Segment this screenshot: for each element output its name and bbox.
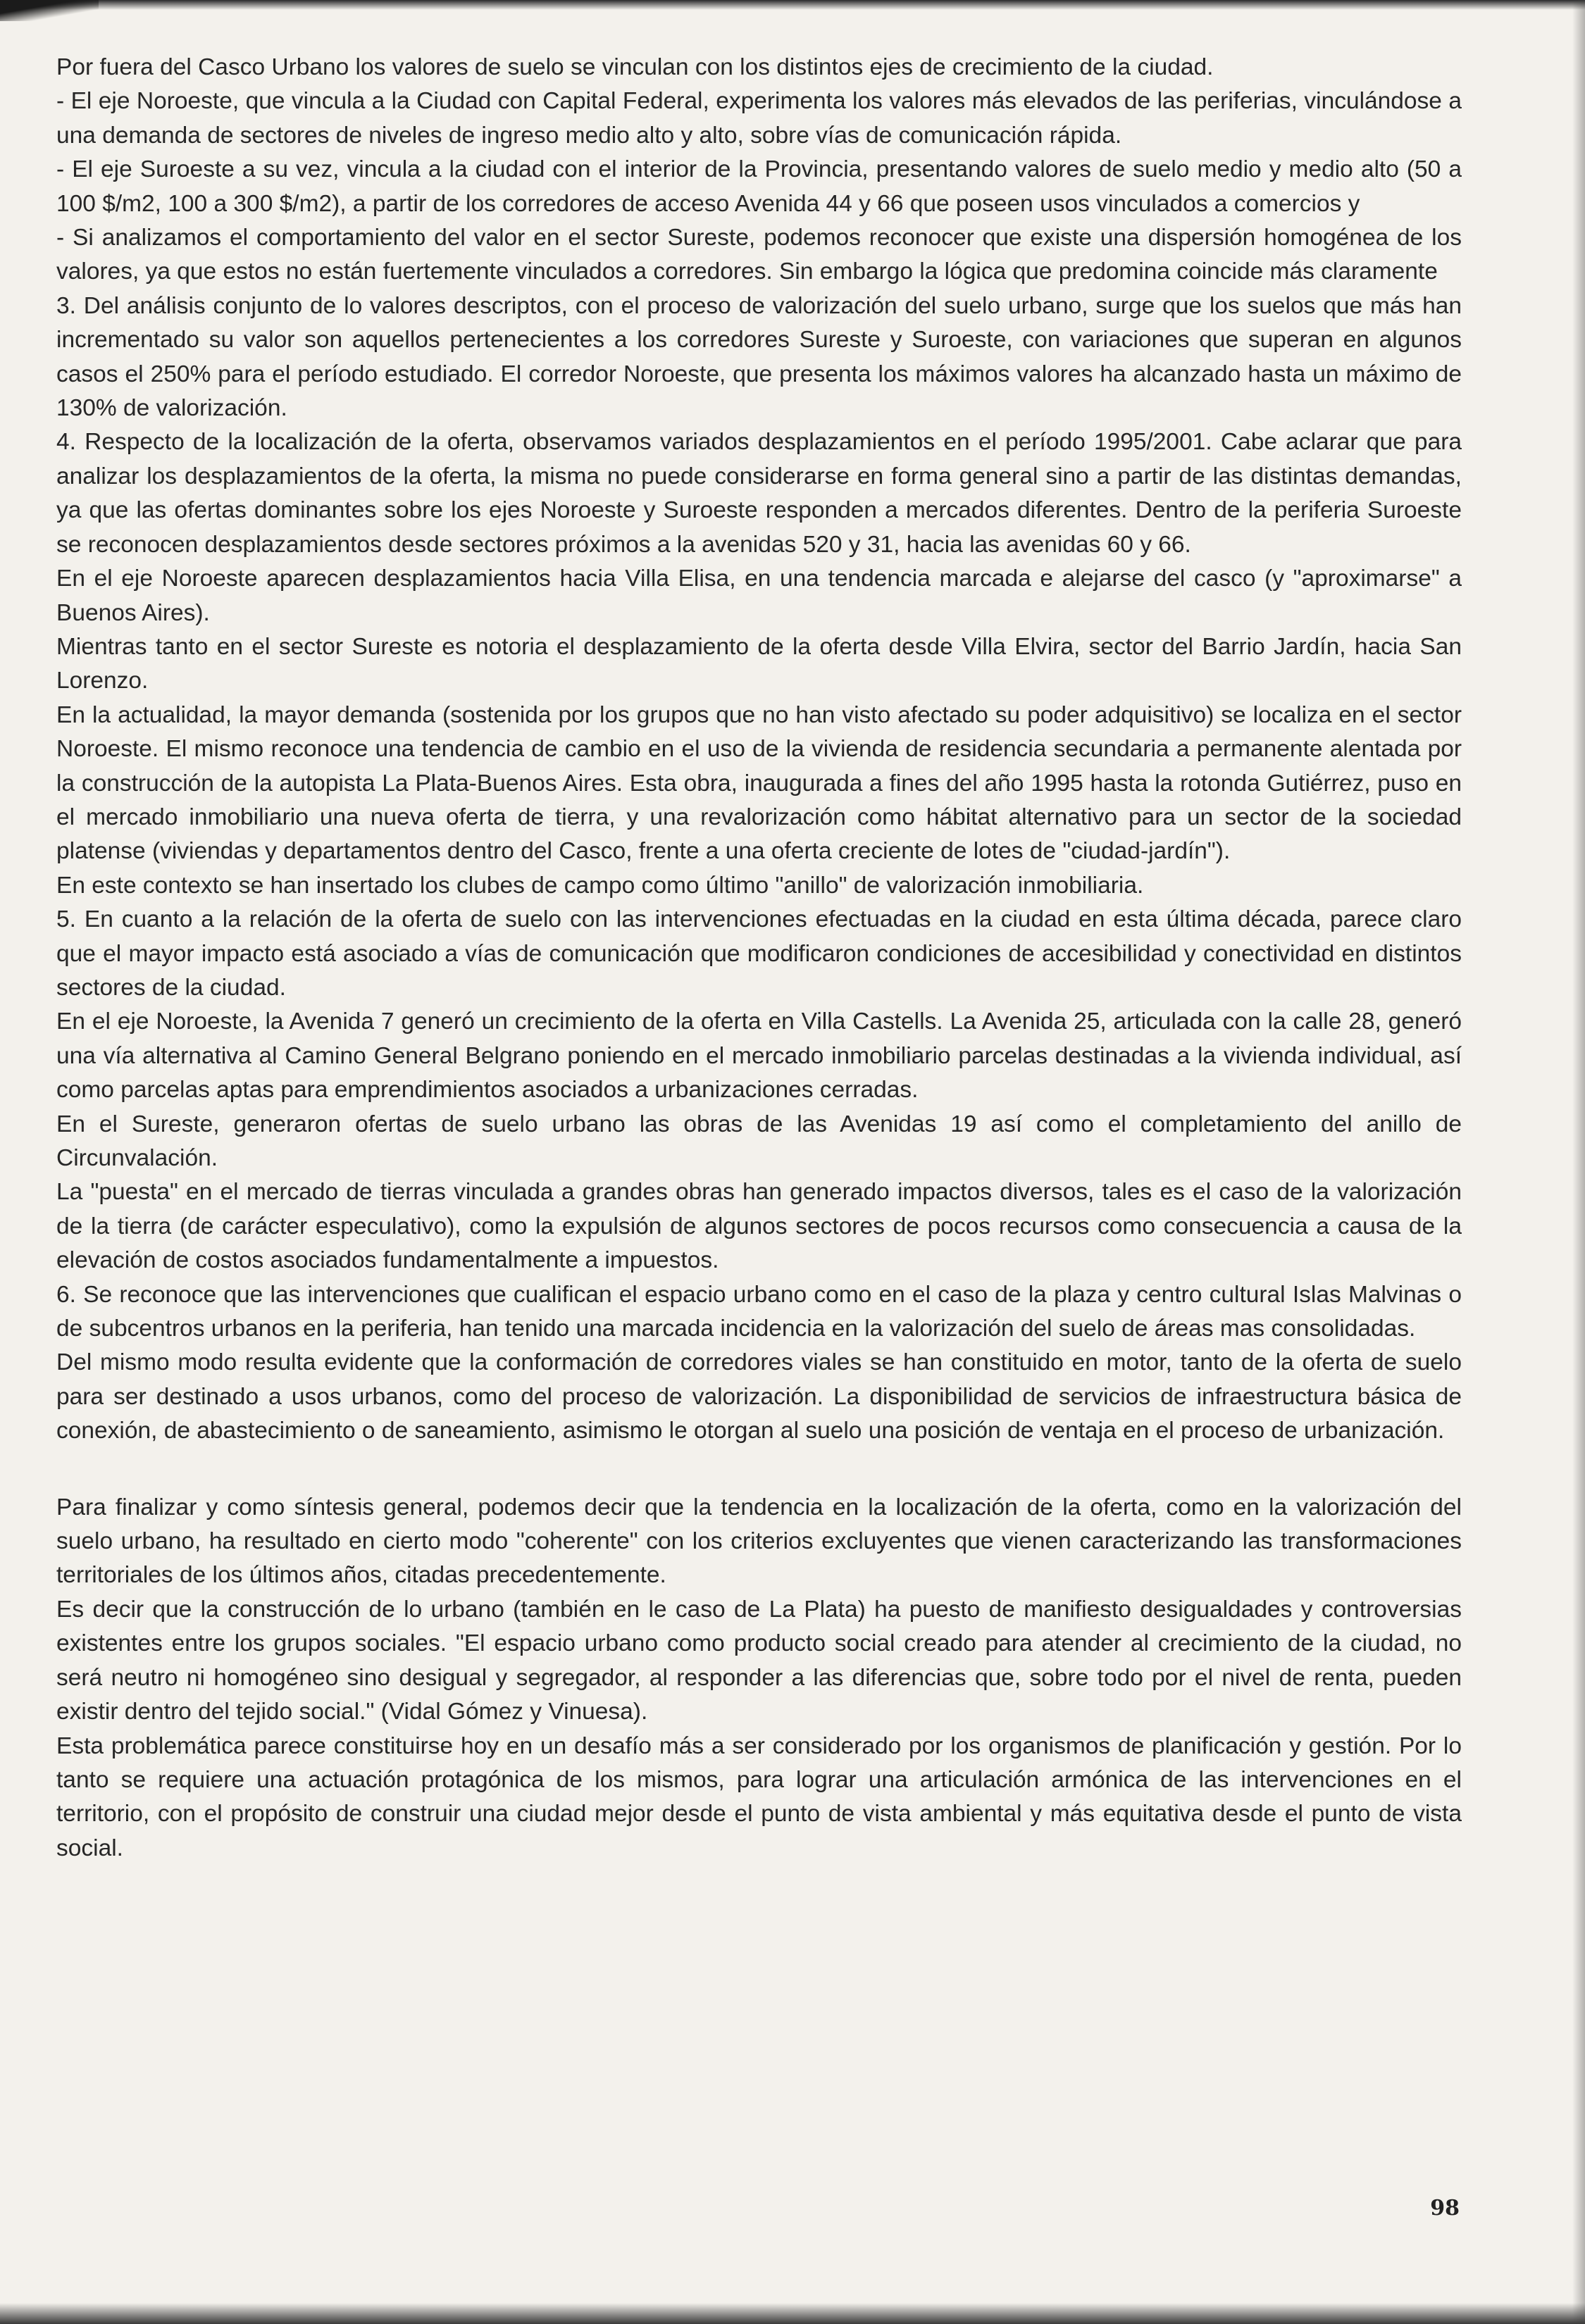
paragraph: - Si analizamos el comportamiento del valor en el sector Sureste, podemos reconocer que existe una dispersión homogénea de los valores, ya que estos no están fuertemente vinculados a corredores. Sin embargo la lógica que predomina coincide más claramente	[56, 225, 1462, 285]
paragraph: 3. Del análisis conjunto de lo valores descriptos, con el proceso de valorización del suelo urbano, surge que los suelos que más han incrementado su valor son aquellos pertenecientes a los corredores Sureste y Suroeste, con variaciones que superan en algunos casos el 250% para el período estudiado. El corredor Noroeste, que presenta los máximos valores ha alcanzado hasta un máximo de 130% de valorización.	[56, 292, 1462, 422]
paragraph: En la actualidad, la mayor demanda (sostenida por los grupos que no han visto afectado su poder adquisitivo) se localiza en el sector Noroeste. El mismo reconoce una tendencia de cambio en el uso de la vivienda de residencia secundaria a permanente alentada por la construcción de la autopista La Plata-Buenos Aires. Esta obra, inaugurada a fines del año 1995 hasta la rotonda Gutiérrez, puso en el mercado inmobiliario una nueva oferta de tierra, y una revalorización como hábitat alternativo para un sector de la sociedad platense (viviendas y departamentos dentro del Casco, frente a una oferta creciente de lotes de "ciudad-jardín").	[56, 701, 1462, 865]
page-corner-shadow	[0, 0, 99, 21]
paragraph: Por fuera del Casco Urbano los valores de suelo se vinculan con los distintos ejes de crecimiento de la ciudad.	[56, 54, 1214, 80]
paragraph: La "puesta" en el mercado de tierras vinculada a grandes obras han generado impactos diversos, tales es el caso de la valorización de la tierra (de carácter especulativo), como la expulsión de algunos sectores de pocos recursos como consecuencia a causa de la elevación de costos asociados fundamentalmente a impuestos.	[56, 1179, 1462, 1274]
body-text	[56, 51, 1462, 1866]
page-top-edge	[0, 0, 1585, 10]
paragraph: En este contexto se han insertado los clubes de campo como último "anillo" de valorización inmobiliaria.	[56, 872, 1144, 899]
paragraph: En el Sureste, generaron ofertas de suelo urbano las obras de las Avenidas 19 así como el completamiento del anillo de Circunvalación.	[56, 1111, 1462, 1171]
paragraph: 6. Se reconoce que las intervenciones que cualifican el espacio urbano como en el caso de la plaza y centro cultural Islas Malvinas o de subcentros urbanos en la periferia, han tenido una marcada incidencia en la valorización del suelo de áreas mas consolidadas.	[56, 1281, 1462, 1342]
paragraph: - El eje Noroeste, que vincula a la Ciudad con Capital Federal, experimenta los valores más elevados de las periferias, vinculándose a una demanda de sectores de niveles de ingreso medio alto y alto, sobre vías de comunicación rápida.	[56, 88, 1462, 149]
paragraph: 4. Respecto de la localización de la oferta, observamos variados desplazamientos en el período 1995/2001. Cabe aclarar que para analizar los desplazamientos de la oferta, la misma no puede considerarse en forma general sino a partir de las distintas demandas, ya que las ofertas dominantes sobre los ejes Noroeste y Suroeste responden a mercados diferentes. Dentro de la periferia Suroeste se reconocen desplazamientos desde sectores próximos a la avenidas 520 y 31, hacia las avenidas 60 y 66.	[56, 429, 1462, 558]
page-right-edge	[1572, 0, 1585, 2324]
paragraph: 5. En cuanto a la relación de la oferta de suelo con las intervenciones efectuadas en la ciudad en esta última década, parece claro que el mayor impacto está asociado a vías de comunicación que modificaron condiciones de accesibilidad y conectividad en distintos sectores de la ciudad.	[56, 906, 1462, 1001]
paragraph: Para finalizar y como síntesis general, podemos decir que la tendencia en la localización de la oferta, como en la valorización del suelo urbano, ha resultado en cierto modo "coherente" con los criterios excluyentes que vienen caracterizando las transformaciones territoriales de los últimos años, citadas precedentemente.	[56, 1494, 1462, 1589]
paragraph: En el eje Noroeste, la Avenida 7 generó un crecimiento de la oferta en Villa Castells. La Avenida 25, articulada con la calle 28, generó una vía alternativa al Camino General Belgrano poniendo en el mercado inmobiliario parcelas destinadas a la vivienda individual, así como parcelas aptas para emprendimientos asociados a urbanizaciones cerradas.	[56, 1008, 1462, 1104]
paragraph: Mientras tanto en el sector Sureste es notoria el desplazamiento de la oferta desde Villa Elvira, sector del Barrio Jardín, hacia San Lorenzo.	[56, 633, 1462, 694]
paragraph: Esta problemática parece constituirse hoy en un desafío más a ser considerado por los organismos de planificación y gestión. Por lo tanto se requiere una actuación protagónica de los mismos, para lograr una articulación armónica de las intervenciones en el territorio, con el propósito de construir una ciudad mejor desde el punto de vista ambiental y más equitativa desde el punto de vista social.	[56, 1732, 1462, 1861]
paragraph: - El eje Suroeste a su vez, vincula a la ciudad con el interior de la Provincia, presentando valores de suelo medio y medio alto (50 a 100 $/m2, 100 a 300 $/m2), a partir de los corredores de acceso Avenida 44 y 66 que poseen usos vinculados a comercios y	[56, 156, 1462, 217]
page-number: 98	[1430, 2196, 1460, 2220]
paragraph: Es decir que la construcción de lo urbano (también en le caso de La Plata) ha puesto de manifiesto desigualdades y controversias existentes entre los grupos sociales. "El espacio urbano como producto social creado para atender al crecimiento de la ciudad, no será neutro ni homogéneo sino desigual y segregador, al responder a las diferencias que, sobre todo por el nivel de renta, pueden existir dentro del tejido social." (Vidal Gómez y Vinuesa).	[56, 1596, 1462, 1725]
paragraph: En el eje Noroeste aparecen desplazamientos hacia Villa Elisa, en una tendencia marcada e alejarse del casco (y "aproximarse" a Buenos Aires).	[56, 566, 1462, 626]
paragraph: Del mismo modo resulta evidente que la conformación de corredores viales se han constituido en motor, tanto de la oferta de suelo para ser destinado a usos urbanos, como del proceso de valorización. La disponibilidad de servicios de infraestructura básica de conexión, de abastecimiento o de saneamiento, asimismo le otorgan al suelo una posición de ventaja en el proceso de urbanización.	[56, 1349, 1462, 1444]
page-bottom-edge	[0, 2303, 1585, 2324]
